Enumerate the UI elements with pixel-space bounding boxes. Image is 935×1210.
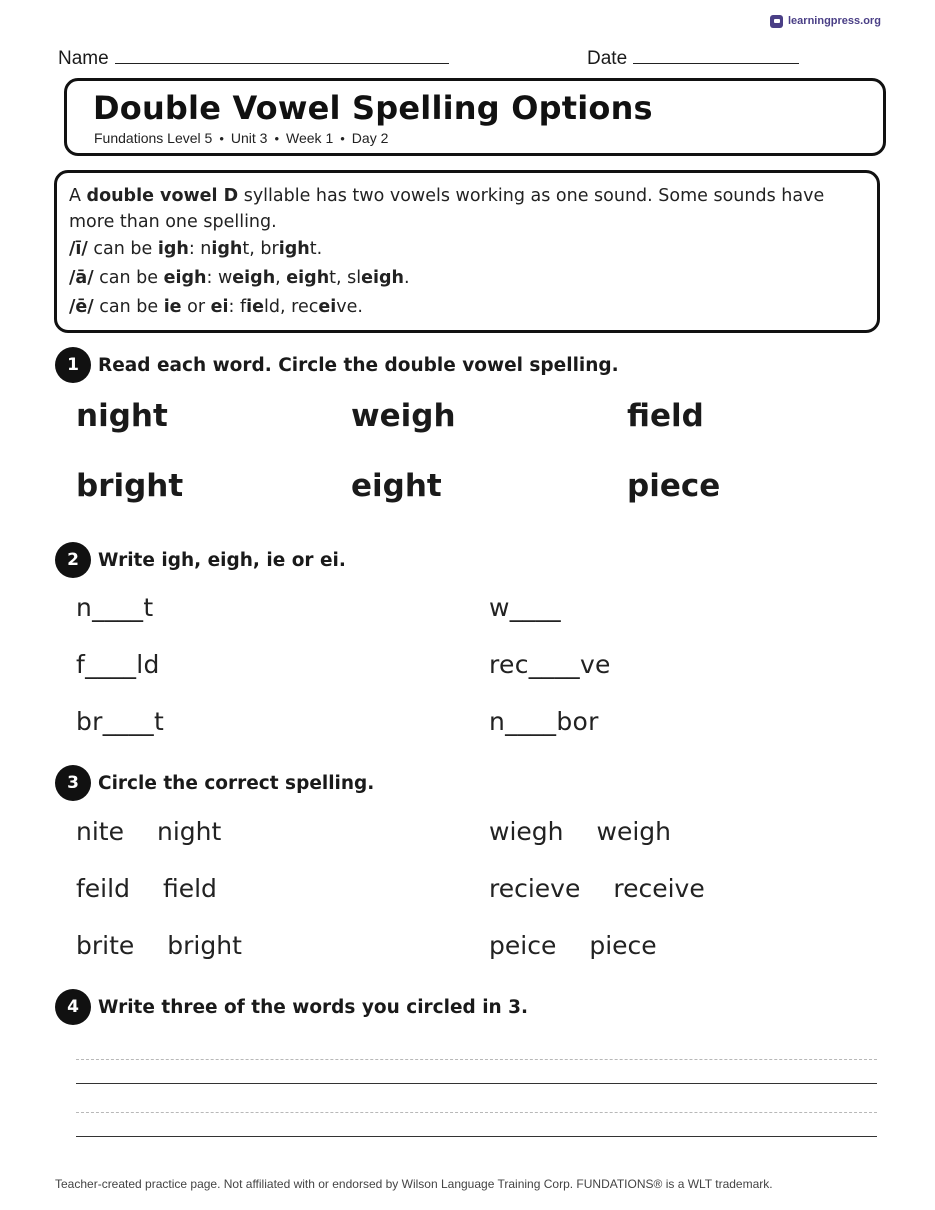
circle-word[interactable]: field	[627, 398, 704, 434]
section-number-badge: 2	[55, 542, 91, 578]
spelling-choice-pair	[489, 817, 671, 846]
writing-baseline[interactable]	[76, 1136, 877, 1137]
spelling-option[interactable]: recieve	[489, 874, 581, 903]
section-3-heading	[55, 765, 374, 801]
circle-word[interactable]: night	[76, 398, 168, 434]
footer-disclaimer: Teacher-created practice page. Not affiliated with or endorsed by Wilson Language Training Corp. FUNDATIONS® is a WLT trademark.	[55, 1177, 773, 1191]
section-1-heading	[55, 347, 619, 383]
fill-in-blank-item[interactable]: f____ld	[76, 650, 160, 679]
spelling-option[interactable]: receive	[613, 874, 705, 903]
spelling-option[interactable]: weigh	[596, 817, 671, 846]
rule-i: /ī/ can be igh: night, bright.	[69, 239, 323, 259]
spelling-option[interactable]: field	[162, 874, 217, 903]
spelling-option[interactable]: nite	[76, 817, 124, 846]
spelling-option[interactable]: piece	[589, 931, 657, 960]
fill-in-blank-item[interactable]: n____bor	[489, 707, 599, 736]
fill-in-blank-item[interactable]: br____t	[76, 707, 165, 736]
info-intro: A double vowel D syllable has two vowels working as one sound. Some sounds have more than one spelling.	[69, 186, 825, 232]
spelling-option[interactable]: night	[156, 817, 222, 846]
brand-logo[interactable]	[770, 13, 881, 29]
rule-a: /ā/ can be eigh: weigh, eight, sleigh.	[69, 268, 410, 288]
section-2-heading	[55, 542, 346, 578]
date-label: Date	[587, 48, 628, 69]
date-blank-line[interactable]	[633, 47, 799, 64]
fill-in-blank-item[interactable]: n____t	[76, 593, 154, 622]
circle-word[interactable]: piece	[627, 468, 721, 504]
circle-word[interactable]: eight	[351, 468, 442, 504]
writing-midline	[76, 1059, 877, 1060]
info-box	[54, 170, 880, 333]
subtitle-unit: Unit 3	[230, 130, 268, 146]
circle-word[interactable]: bright	[76, 468, 184, 504]
section-title: Circle the correct spelling.	[98, 772, 375, 794]
writing-baseline[interactable]	[76, 1083, 877, 1084]
subtitle-separator: •	[274, 130, 280, 146]
spelling-choice-pair	[489, 931, 657, 960]
subtitle-separator: •	[219, 130, 224, 146]
brand-label: learningpress.org	[788, 15, 881, 27]
spelling-choice-pair	[76, 817, 221, 846]
section-4-heading	[55, 989, 528, 1025]
subtitle	[94, 130, 388, 146]
spelling-option[interactable]: bright	[167, 931, 242, 960]
date-field[interactable]	[587, 47, 799, 70]
subtitle-week: Week 1	[286, 130, 334, 146]
section-number-badge: 4	[55, 989, 91, 1025]
name-blank-line[interactable]	[115, 47, 449, 64]
name-field[interactable]	[58, 47, 449, 70]
title-box	[64, 78, 886, 156]
spelling-option[interactable]: peice	[489, 931, 557, 960]
fill-in-blank-item[interactable]: rec____ve	[489, 650, 611, 679]
spelling-option[interactable]: feild	[76, 874, 130, 903]
section-number-badge: 3	[55, 765, 91, 801]
section-title: Write igh, eigh, ie or ei.	[98, 549, 346, 571]
spelling-option[interactable]: brite	[76, 931, 135, 960]
writing-midline	[76, 1112, 877, 1113]
fill-in-blank-item[interactable]: w____	[489, 593, 561, 622]
section-title: Write three of the words you circled in 3.	[98, 996, 529, 1018]
spelling-option[interactable]: wiegh	[489, 817, 564, 846]
spelling-choice-pair	[76, 931, 242, 960]
circle-word[interactable]: weigh	[351, 398, 456, 434]
subtitle-level: Fundations Level 5	[94, 130, 213, 146]
section-title: Read each word. Circle the double vowel spelling.	[98, 354, 619, 376]
spelling-choice-pair	[76, 874, 217, 903]
subtitle-separator: •	[340, 130, 345, 146]
rule-e: /ē/ can be ie or ei: field, receive.	[69, 297, 363, 317]
subtitle-day: Day 2	[351, 130, 389, 146]
spelling-choice-pair	[489, 874, 705, 903]
name-label: Name	[58, 48, 109, 69]
page-title: Double Vowel Spelling Options	[93, 89, 653, 127]
section-number-badge: 1	[55, 347, 91, 383]
learningpress-logo-icon	[770, 15, 783, 28]
